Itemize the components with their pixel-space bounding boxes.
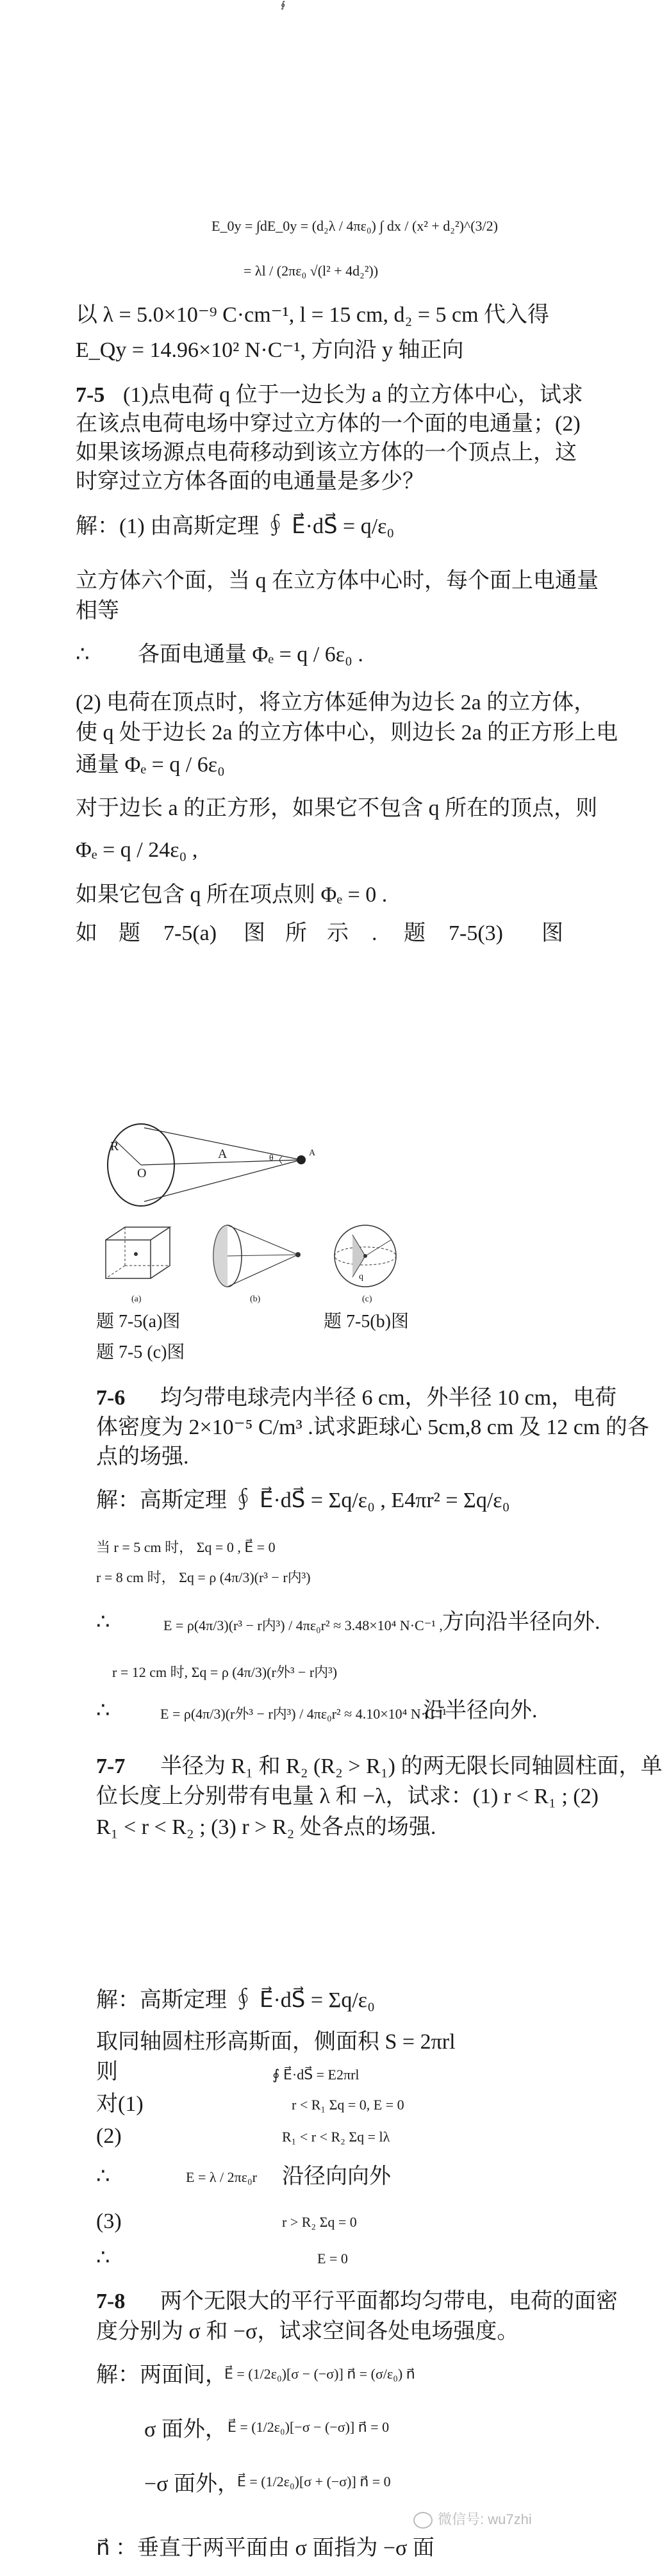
ex75-solution-line: Φₑ = q / 24ε₀ , bbox=[76, 838, 198, 862]
therefore-symbol: ∴ bbox=[96, 2165, 110, 2188]
therefore-symbol: ∴ bbox=[96, 1699, 110, 1722]
ex78-solution-line: −σ 面外， bbox=[144, 2472, 240, 2496]
ex77-question-line: 位长度上分别带有电量 λ 和 −λ，试求：(1) r < R₁ ; (2) bbox=[96, 1785, 599, 1808]
ex75-figure-ref-word: 题 bbox=[404, 921, 426, 945]
ex75-solution-line: 通量 Φₑ = q / 6ε₀ bbox=[76, 753, 225, 777]
ex77-solution-line: 则 bbox=[96, 2060, 118, 2084]
ex76-solution-line: E = ρ(4π/3)(r外³ − r内³) / 4πε₀r² ≈ 4.10×10⁴ N·C⁻¹ bbox=[160, 1706, 447, 1722]
ex74-result: E_Qy = 14.96×10² N·C⁻¹, 方向沿 y 轴正向 bbox=[76, 338, 464, 362]
ex77-solution-line: (3) bbox=[96, 2209, 122, 2233]
therefore-symbol: ∴ bbox=[96, 2246, 110, 2270]
ex77-solution-line: 对(1) bbox=[96, 2092, 144, 2116]
ex75-figure-ref-word: 图 bbox=[542, 921, 563, 945]
ex75-figure-ref-word: 7-5(a) bbox=[163, 921, 217, 945]
ex78-solution-line: E⃗ = (1/2ε₀)[−σ − (−σ)] n⃗ = 0 bbox=[228, 2419, 390, 2435]
ex77-number: 7-7 bbox=[96, 1754, 126, 1778]
ex78-solution-line: E⃗ = (1/2ε₀)[σ + (−σ)] n⃗ = 0 bbox=[237, 2473, 391, 2489]
ex78-solution-line: σ 面外， bbox=[144, 2418, 227, 2441]
watermark-text: 微信号: wu7zhi bbox=[438, 2511, 532, 2527]
ex78-number: 7-8 bbox=[96, 2290, 126, 2313]
top-fragment: ∮ bbox=[281, 1, 286, 10]
ex75-figure-ref-word: 图 bbox=[244, 921, 265, 945]
fig-sub-label-a: (a) bbox=[131, 1294, 142, 1304]
ex75-figure-ref-word: 示 bbox=[327, 921, 349, 945]
ex75-figure-ref-word: 所 bbox=[285, 921, 307, 945]
ex77-solution-line: 沿径向向外 bbox=[282, 2165, 391, 2188]
ex75-solution-line: 相等 bbox=[76, 599, 119, 623]
ex77-solution-line: (2) bbox=[96, 2124, 122, 2148]
fig-sub-label-c: (c) bbox=[362, 1294, 372, 1304]
ex75-question-line: 时穿过立方体各面的电通量是多少？ bbox=[76, 470, 424, 493]
ex75-figure-ref-word: 7-5(3) bbox=[449, 921, 503, 945]
ex74-substitution: 以 λ = 5.0×10⁻⁹ C·cm⁻¹, l = 15 cm, d₂ = 5 cm 代入得 bbox=[76, 303, 550, 327]
ex76-solution-line: E = ρ(4π/3)(r³ − r内³) / 4πε₀r² ≈ 3.48×10⁴ N·C⁻¹ , bbox=[163, 1617, 443, 1633]
ex76-solution-line: 方向沿半径向外. bbox=[442, 1610, 600, 1634]
ex77-solution-line: E = 0 bbox=[317, 2250, 348, 2266]
ex75-solution-line: 对于边长 a 的正方形，如果它不包含 q 所在的顶点，则 bbox=[76, 797, 598, 820]
ex77-solution-line: 取同轴圆柱形高斯面，侧面积 S = 2πrl bbox=[96, 2030, 456, 2054]
ex75-figure-ref-word: . bbox=[372, 921, 377, 945]
fig-label-R: R bbox=[110, 1139, 119, 1153]
ex76-solution-line: 解：高斯定理 ∮ E⃗·dS⃗ = Σq/ε₀ , E4πr² = Σq/ε₀ bbox=[96, 1489, 510, 1512]
ex77-question-line: 半径为 R₁ 和 R₂ (R₂ > R₁) 的两无限长同轴圆柱面，单 bbox=[160, 1754, 662, 1778]
ex75-solution-line: 立方体六个面，当 q 在立方体中心时，每个面上电通量 bbox=[76, 569, 599, 593]
ex77-solution-line: R₁ < r < R₂ Σq = lλ bbox=[282, 2129, 390, 2145]
ex75-solution-line: 使 q 处于边长 2a 的立方体中心，则边长 2a 的正方形上电 bbox=[76, 721, 618, 745]
ex74-formula-result: = λl / (2πε₀ √(l² + 4d₂²)) bbox=[244, 263, 379, 279]
wechat-icon bbox=[413, 2512, 433, 2529]
ex75-solution-line: 解：(1) 由高斯定理 ∮ E⃗·dS⃗ = q/ε₀ bbox=[76, 515, 395, 538]
ex76-solution-line: r = 12 cm 时, Σq = ρ (4π/3)(r外³ − r内³) bbox=[112, 1664, 338, 1680]
ex75-number: 7-5 bbox=[76, 383, 105, 407]
ex74-formula-integral: E_0y = ∫dE_0y = (d₂λ / 4πε₀) ∫ dx / (x² + d₂²)^(3/2) bbox=[211, 218, 498, 234]
fig-label-O: O bbox=[137, 1166, 147, 1180]
ex75-solution-line: (2) 电荷在顶点时，将立方体延伸为边长 2a 的立方体， bbox=[76, 691, 596, 714]
ex78-solution-line: 解：两面间， bbox=[96, 2363, 227, 2387]
figure-caption: 题 7-5(b)图 bbox=[324, 1312, 409, 1332]
ex77-solution-line: r < R₁ Σq = 0, E = 0 bbox=[292, 2097, 404, 2113]
fig-sub-label-b: (b) bbox=[250, 1294, 261, 1304]
ex75-solution-line: 各面电通量 Φₑ = q / 6ε₀ . bbox=[138, 643, 363, 666]
therefore-symbol: ∴ bbox=[76, 643, 90, 666]
ex76-number: 7-6 bbox=[96, 1386, 126, 1410]
fig-label-A: A bbox=[218, 1147, 228, 1161]
ex77-solution-line: 解：高斯定理 ∮ E⃗·dS⃗ = Σq/ε₀ bbox=[96, 1988, 375, 2012]
ex78-solution-line: E⃗ = (1/2ε₀)[σ − (−σ)] n⃗ = (σ/ε₀) n⃗ bbox=[224, 2366, 415, 2382]
figure-7-5a-cube bbox=[96, 1221, 186, 1291]
ex75-question-line: 在该点电荷电场中穿过立方体的一个面的电通量；(2) bbox=[76, 412, 581, 436]
figure-caption: 题 7-5 (c)图 bbox=[96, 1342, 185, 1362]
ex76-solution-line: 沿半径向外. bbox=[423, 1699, 538, 1722]
ex76-solution-line: r = 8 cm 时， Σq = ρ (4π/3)(r³ − r内³) bbox=[96, 1569, 311, 1585]
ex77-solution-line: E = λ / 2πε₀r bbox=[186, 2169, 257, 2185]
ex76-question-line: 体密度为 2×10⁻⁵ C/m³ .试求距球心 5cm,8 cm 及 12 cm 的各 bbox=[96, 1416, 649, 1439]
ex76-question-line: 点的场强. bbox=[96, 1445, 189, 1469]
figure-7-5b-cone bbox=[208, 1218, 311, 1294]
ex75-question-line: (1)点电荷 q 位于一边长为 a 的立方体中心，试求 bbox=[123, 383, 583, 407]
therefore-symbol: ∴ bbox=[96, 1610, 110, 1634]
ex75-figure-ref-word: 如 bbox=[76, 921, 97, 945]
figure-caption: 题 7-5(a)图 bbox=[96, 1312, 181, 1332]
ex78-question-line: 度分别为 σ 和 −σ，试求空间各处电场强度。 bbox=[96, 2320, 519, 2343]
fig-label-q: q bbox=[359, 1272, 363, 1282]
ex76-solution-line: 当 r = 5 cm 时， Σq = 0 , E⃗ = 0 bbox=[96, 1539, 276, 1555]
ex78-question-line: 两个无限大的平行平面都均匀带电，电荷的面密 bbox=[160, 2290, 618, 2313]
ex75-question-line: 如果该场源点电荷移动到该立方体的一个顶点上，这 bbox=[76, 441, 577, 465]
fig-label-A2: A bbox=[309, 1148, 316, 1158]
watermark bbox=[413, 2509, 532, 2529]
ex77-solution-line: ∮ E⃗·dS⃗ = E2πrl bbox=[272, 2067, 360, 2083]
ex77-solution-line: r > R₂ Σq = 0 bbox=[282, 2214, 357, 2230]
fig-label-theta: θ bbox=[269, 1153, 274, 1163]
ex78-solution-line: n⃗ ：垂直于两平面由 σ 面指为 −σ 面 bbox=[96, 2536, 434, 2560]
ex75-figure-ref-word: 题 bbox=[119, 921, 140, 945]
figure-7-5c-sphere bbox=[324, 1221, 413, 1291]
figure-7-5-sphere-diagram bbox=[96, 1121, 327, 1211]
ex76-question-line: 均匀带电球壳内半径 6 cm，外半径 10 cm，电荷 bbox=[160, 1386, 617, 1410]
ex75-solution-line: 如果它包含 q 所在项点则 Φₑ = 0 . bbox=[76, 883, 388, 907]
ex77-question-line: R₁ < r < R₂ ; (3) r > R₂ 处各点的场强. bbox=[96, 1815, 436, 1839]
